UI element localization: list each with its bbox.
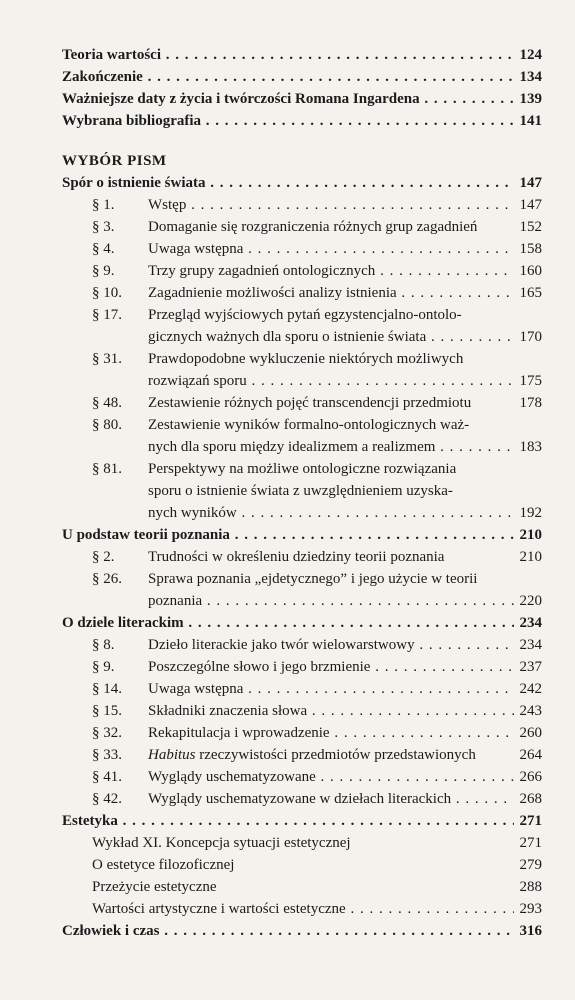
chapter-heading: Spór o istnienie świata . . . 147 [62, 172, 542, 194]
toc-subentry: Przeżycie estetyczne 288 [92, 879, 542, 895]
toc-subentry: Wykład XI. Koncepcja sytuacji estetycznej 271 [92, 835, 542, 851]
chapter-heading: Estetyka . . . 271 [62, 810, 542, 832]
toc-subentry: § 31. Prawdopodobne wykluczenie niektórych możliwych rozwiązań sporu . . . 175 [62, 348, 542, 392]
toc-entry: Teoria wartości . . . 124 [62, 44, 542, 66]
toc-subentry: § 8. Dzieło literackie jako twór wielowarstwowy . . . 234 [62, 634, 542, 656]
chapter-heading: Człowiek i czas . . . 316 [62, 920, 542, 942]
toc-subentry: § 9. Poszczególne słowo i jego brzmienie . . . 237 [62, 656, 542, 678]
toc-subentry: O estetyce filozoficznej 279 [92, 857, 542, 873]
chapter-heading: O dziele literackim . . . 234 [62, 612, 542, 634]
toc-subentry: Wartości artystyczne i wartości estetyczne . . . 293 [62, 898, 542, 920]
toc-entry: Wybrana bibliografia . . . 141 [62, 110, 542, 132]
toc-subentry: § 4. Uwaga wstępna . . . 158 [62, 238, 542, 260]
toc-entry: Ważniejsze daty z życia i twórczości Romana Ingardena . . . 139 [62, 88, 542, 110]
toc-entry: Zakończenie . . . 134 [62, 66, 542, 88]
toc-subentry: § 1. Wstęp . . . 147 [62, 194, 542, 216]
toc-subentry: § 41. Wyglądy uschematyzowane . . . 266 [62, 766, 542, 788]
toc-subentry: § 48. Zestawienie różnych pojęć transcendencji przedmiotu 178 [92, 395, 542, 411]
toc-subentry: § 32. Rekapitulacja i wprowadzenie . . . 260 [62, 722, 542, 744]
toc-subentry: § 81. Perspektywy na możliwe ontologiczne rozwiązania sporu o istnienie świata z uwzględnieniem uzyska- nych wyników . . . 192 [62, 458, 542, 524]
toc-subentry: § 10. Zagadnienie możliwości analizy istnienia . . . 165 [62, 282, 542, 304]
chapter-heading: U podstaw teorii poznania . . . 210 [62, 524, 542, 546]
toc-subentry: § 17. Przegląd wyjściowych pytań egzystencjalno-ontolo- gicznych ważnych dla sporu o istnienie świata . . . 170 [62, 304, 542, 348]
toc-subentry: § 14. Uwaga wstępna . . . 242 [62, 678, 542, 700]
toc-subentry: § 15. Składniki znaczenia słowa . . . 243 [62, 700, 542, 722]
toc-subentry: § 3. Domaganie się rozgraniczenia różnych grup zagadnień 152 [92, 219, 542, 235]
toc-subentry: § 42. Wyglądy uschematyzowane w dziełach literackich . . . 268 [62, 788, 542, 810]
toc-subentry: § 26. Sprawa poznania „ejdetycznego” i jego użycie w teorii poznania . . . 220 [62, 568, 542, 612]
table-of-contents [62, 44, 542, 942]
toc-subentry: § 2. Trudności w określeniu dziedziny teorii poznania 210 [92, 549, 542, 565]
section-title: WYBÓR PISM [62, 153, 167, 169]
toc-subentry: § 80. Zestawienie wyników formalno-ontologicznych waż- nych dla sporu między idealizmem a realizmem . . . 183 [62, 414, 542, 458]
toc-subentry: § 33. Habitus rzeczywistości przedmiotów przedstawionych 264 [92, 747, 542, 763]
toc-subentry: § 9. Trzy grupy zagadnień ontologicznych . . . 160 [62, 260, 542, 282]
